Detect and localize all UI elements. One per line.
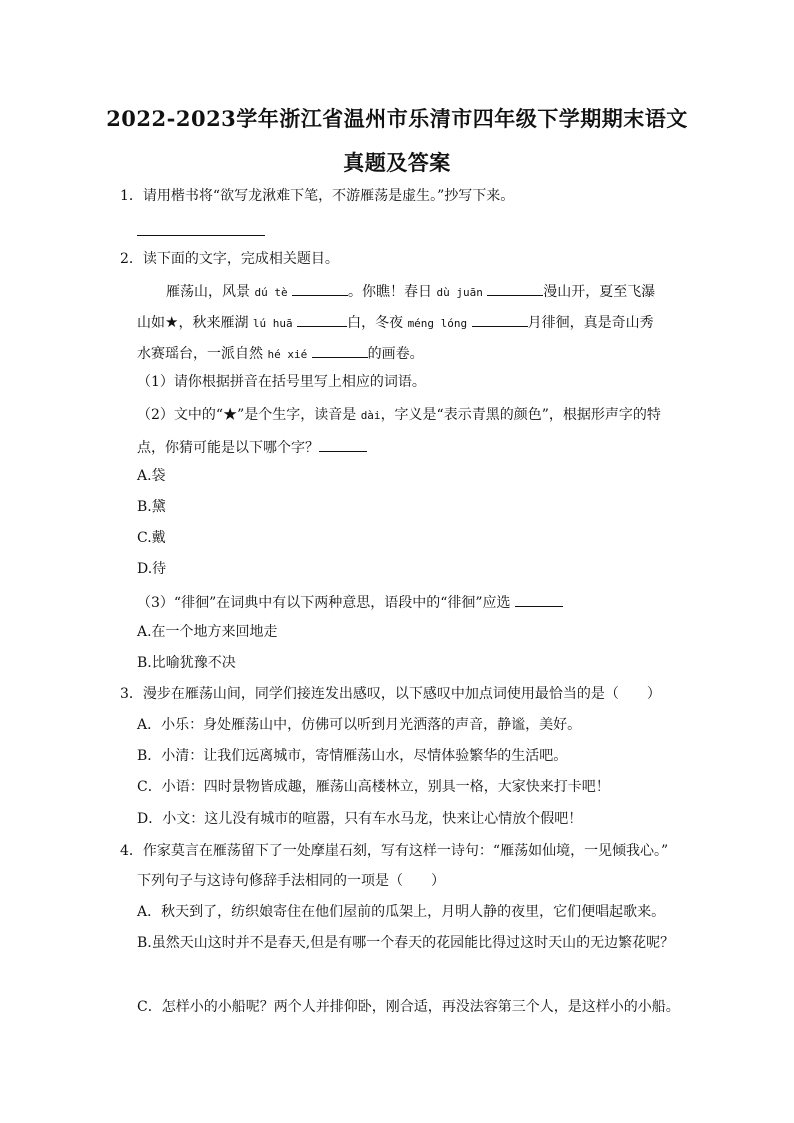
answer-blank-sub3[interactable] xyxy=(515,592,563,607)
answer-blank-dujuan[interactable] xyxy=(487,281,543,296)
option-a: A.袋 xyxy=(137,468,166,484)
question-1: 1．请用楷书将“欲写龙湫难下笔，不游雁荡是虚生。”抄写下来。 xyxy=(120,188,515,204)
option-b: B.黛 xyxy=(137,499,166,515)
option-a: A.在一个地方来回地走 xyxy=(137,624,278,640)
pinyin-dujuan: dù juān xyxy=(436,286,483,299)
page-title: 2022-2023学年浙江省温州市乐清市四年级下学期期末语文 xyxy=(106,106,688,131)
question-3: 3．漫步在雁荡山间，同学们接连发出感叹，以下感叹中加点词使用最恰当的是（ ） xyxy=(120,686,661,702)
question-2-intro: 2．读下面的文字，完成相关题目。 xyxy=(120,251,339,267)
passage-text: 的画卷。 xyxy=(367,346,424,362)
answer-blank-menglong[interactable] xyxy=(472,312,528,327)
question-4-cont: 下列句子与这诗句修辞手法相同的一项是（ ） xyxy=(137,873,445,889)
sub-question-2 xyxy=(137,406,661,425)
sub-question-1: （1）请你根据拼音在括号里写上相应的词语。 xyxy=(137,374,426,390)
star-icon: ★ xyxy=(165,313,179,331)
page-title-line2: 真题及答案 xyxy=(343,150,451,175)
passage-text: ，秋来雁湖 xyxy=(178,315,249,331)
passage-text: 。你瞧！春日 xyxy=(348,284,433,300)
question-4: 4．作家莫言在雁荡留下了一处摩崖石刻，写有这样一诗句：“雁荡如仙境，一见倾我心。” xyxy=(120,843,669,859)
answer-blank-dute[interactable] xyxy=(292,281,348,296)
answer-blank-hexie[interactable] xyxy=(312,343,368,358)
passage-text: 白，冬夜 xyxy=(347,315,404,331)
option-c: C.戴 xyxy=(137,530,166,546)
sub-question-2-text: （2）文中的“★”是个生字，读音是 xyxy=(137,407,357,423)
option-c: C．小语：四时景物皆成趣，雁荡山高楼林立，别具一格，大家快来打卡吧！ xyxy=(137,779,610,795)
sub-question-2-cont xyxy=(137,437,367,457)
answer-blank-sub2[interactable] xyxy=(319,437,367,452)
option-a: A．小乐：身处雁荡山中，仿佛可以听到月光洒落的声音，静谧，美好。 xyxy=(137,717,582,733)
passage-line-2 xyxy=(137,312,654,333)
sub-question-3 xyxy=(137,592,563,612)
option-a: A．秋天到了，纺织娘寄住在他们屋前的瓜架上，月明人静的夜里，它们便唱起歌来。 xyxy=(137,904,666,920)
sub-question-2-text: 点，你猜可能是以下哪个字？ xyxy=(137,440,319,456)
option-b: B.虽然天山这时并不是春天,但是有哪一个春天的花园能比得过这时天山的无边繁花呢？ xyxy=(137,935,675,951)
pinyin-menglong: méng lóng xyxy=(407,317,468,330)
option-d: D．小文：这儿没有城市的喧嚣，只有车水马龙，快来让心情放个假吧！ xyxy=(137,811,583,827)
answer-blank-luhua[interactable] xyxy=(297,312,347,327)
option-b: B．小清：让我们远离城市，寄情雁荡山水，尽情体验繁华的生活吧。 xyxy=(137,748,568,764)
passage-text: 漫山开，夏至飞瀑 xyxy=(543,284,656,300)
passage-text: 水赛瑶台，一派自然 xyxy=(137,346,263,362)
passage-text: 月徘徊，真是奇山秀 xyxy=(527,315,654,331)
passage-text: 山如 xyxy=(137,315,165,331)
option-b: B.比喻犹豫不决 xyxy=(137,655,236,671)
pinyin-dute: dú tè xyxy=(254,286,288,299)
pinyin-luhua: lú huā xyxy=(252,317,293,330)
pinyin-dai: dài xyxy=(360,409,381,422)
sub-question-2-text: ，字义是“表示青黑的颜色”，根据形声字的特 xyxy=(380,407,661,423)
option-c: C．怎样小的小船呢？两个人并排仰卧，刚合适，再没法容第三个人，是这样小的小船。 xyxy=(137,999,680,1015)
option-d: D.待 xyxy=(137,561,167,577)
passage-text: 雁荡山，风景 xyxy=(166,284,250,300)
answer-blank-q1[interactable] xyxy=(137,221,265,241)
passage-line-1 xyxy=(166,281,655,302)
passage-line-3 xyxy=(137,343,424,364)
pinyin-hexie: hé xié xyxy=(267,348,308,361)
sub-question-3-text: （3）“徘徊”在词典中有以下两种意思，语段中的“徘徊”应选 xyxy=(137,595,511,611)
